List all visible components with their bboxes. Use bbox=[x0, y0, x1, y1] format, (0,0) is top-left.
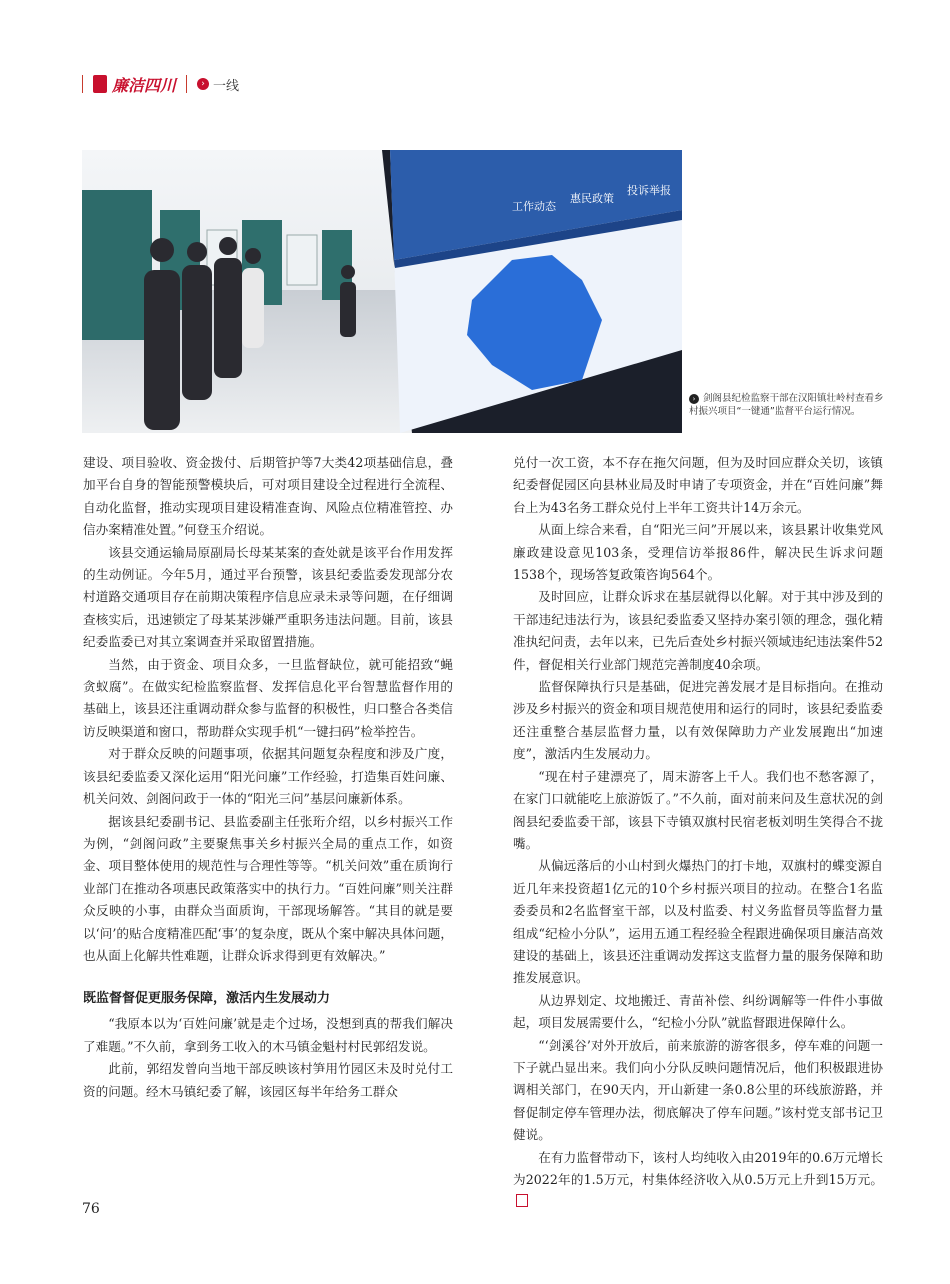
end-mark-icon bbox=[516, 1194, 528, 1207]
page-header bbox=[82, 72, 239, 96]
logo-text: 廉洁四川 bbox=[112, 75, 177, 95]
photo-illustration bbox=[82, 150, 682, 433]
paragraph: 对于群众反映的问题事项，依据其问题复杂程度和涉及广度，该县纪委监委又深化运用“阳光问廉”工作经验，打造集百姓问廉、机关问效、剑阁问政于一体的“阳光三问”基层问廉新体系。 bbox=[83, 746, 453, 807]
paragraph: 当然，由于资金、项目众多，一旦监督缺位，就可能招致“蝇贪蚁腐”。在做实纪检监察监督、发挥信息化平台智慧监督作用的基础上，该县还注重调动群众参与监督的积极性，归口整合各类信访反映渠道和窗口，帮助群众实现手机“一键扫码”检举控告。 bbox=[83, 656, 453, 739]
header-divider bbox=[82, 75, 83, 93]
screen-tab: 惠民政策 bbox=[570, 192, 614, 205]
paragraph: 及时回应，让群众诉求在基层就得以化解。对于其中涉及到的干部违纪违法行为，该县纪委监委又坚持办案引领的理念，强化精准执纪问责，去年以来，已先后查处乡村振兴领域违纪违法案件52件，督促相关行业部门规范完善制度40余项。 bbox=[513, 589, 883, 672]
section-label: 一线 bbox=[213, 78, 240, 94]
paragraph: 兑付一次工资，本不存在拖欠问题，但为及时回应群众关切，该镇纪委督促园区向县林业局及时申请了专项资金，并在“百姓问廉”舞台上为43名务工群众兑付上半年工资共计14万余元。 bbox=[513, 455, 883, 515]
logo-seal-icon bbox=[93, 75, 107, 93]
paragraph: “我原本以为‘百姓问廉’就是走个过场，没想到真的帮我们解决了难题。”不久前，拿到务工收入的木马镇金魁村村民郭绍发说。 bbox=[83, 1016, 453, 1054]
chevron-right-icon: › bbox=[197, 78, 209, 90]
paragraph: 该县交通运输局原副局长母某某案的查处就是该平台作用发挥的生动例证。今年5月，通过平台预警，该县纪委监委发现部分农村道路交通项目存在前期决策程序信息应录未录等问题，在仔细调查核实后，迅速锁定了母某某涉嫌严重职务违法问题。目前，该县纪委监委已对其立案调查并采取留置措施。 bbox=[83, 544, 453, 650]
page-number: 76 bbox=[82, 1201, 100, 1217]
chevron-right-icon: › bbox=[689, 394, 699, 404]
screen-tab: 工作动态 bbox=[512, 200, 556, 213]
article-right-column bbox=[513, 452, 883, 1214]
caption-text: 剑阁县纪检监察干部在汉阳镇壮岭村查看乡村振兴项目“一键通”监督平台运行情况。 bbox=[689, 393, 884, 417]
article-left-column bbox=[83, 452, 453, 1103]
paragraph: 据该县纪委副书记、县监委副主任张珩介绍，以乡村振兴工作为例，“剑阁问政”主要聚焦事关乡村振兴全局的重点工作，如资金、项目整体使用的规范性与合理性等等。“机关问效”重在质询行业部门在推动各项惠民政策落实中的执行力。“百姓问廉”则关注群众反映的小事，由群众当面质询，干部现场解答。“其目的就是要以‘问’的贴合度精准匹配‘事’的复杂度，既从个案中解决具体问题，也从面上化解共性难题，让群众诉求得到更有效解决。” bbox=[83, 813, 453, 963]
section-tag bbox=[197, 75, 239, 94]
photo-caption bbox=[689, 392, 889, 418]
section-heading: 既监督督促更服务保障，激活内生发展动力 bbox=[83, 991, 331, 1007]
screen-tab: 投诉举报 bbox=[627, 184, 671, 197]
paragraph: 从偏远落后的小山村到火爆热门的打卡地，双旗村的蝶变源自近几年来投资超1亿元的10个乡村振兴项目的拉动。在整合1名监委委员和2名监督室干部，以及村监委、村义务监督员等监督力量组成“纪检小分队”，运用五通工程经验全程跟进确保项目廉洁高效建设的基础上，该县还注重调动发挥这支监督力量的服务保障和助推发展意识。 bbox=[513, 858, 883, 986]
paragraph: 此前，郭绍发曾向当地干部反映该村笋用竹园区未及时兑付工资的问题。经木马镇纪委了解，该园区每半年给务工群众 bbox=[83, 1061, 453, 1099]
header-divider bbox=[186, 75, 187, 93]
paragraph: “‘剑溪谷’对外开放后，前来旅游的游客很多，停车难的问题一下子就凸显出来。我们向小分队反映问题情况后，他们积极跟进协调相关部门，在90天内，开山新建一条0.8公里的环线旅游路，并督促制定停车管理办法，彻底解决了停车问题。”该村党支部书记卫健说。 bbox=[513, 1037, 883, 1143]
magazine-logo bbox=[93, 73, 176, 96]
paragraph: 建设、项目验收、资金拨付、后期管护等7大类42项基础信息，叠加平台自身的智能预警模块后，可对项目建设全过程进行全流程、自动化监督，推动实现项目建设精准查询、风险点位精准管控、办信办案精准处置。”何登玉介绍说。 bbox=[83, 455, 453, 538]
paragraph: 在有力监督带动下，该村人均纯收入由2019年的0.6万元增长为2022年的1.5万元，村集体经济收入从0.5万元上升到15万元。 bbox=[513, 1147, 883, 1214]
paragraph: 从边界划定、坟地搬迁、青苗补偿、纠纷调解等一件件小事做起，项目发展需要什么，“纪检小分队”就监督跟进保障什么。 bbox=[513, 992, 883, 1031]
paragraph: “现在村子建漂亮了，周末游客上千人。我们也不愁客源了，在家门口就能吃上旅游饭了。”不久前，面对前来问及生意状况的剑阁县纪委监委干部，该县下寺镇双旗村民宿老板刘明生笑得合不拢嘴。 bbox=[513, 768, 883, 851]
paragraph: 监督保障执行只是基础，促进完善发展才是目标指向。在推动涉及乡村振兴的资金和项目规范使用和运行的同时，该县纪委监委还注重整合基层监督力量，以有效保障助力产业发展跑出“加速度”，激活内生发展动力。 bbox=[513, 679, 883, 762]
article-photo bbox=[82, 150, 682, 433]
paragraph: 从面上综合来看，自“阳光三问”开展以来，该县累计收集党风廉政建设意见103条，受理信访举报86件，解决民生诉求问题1538个，现场答复政策咨询564个。 bbox=[513, 522, 883, 583]
